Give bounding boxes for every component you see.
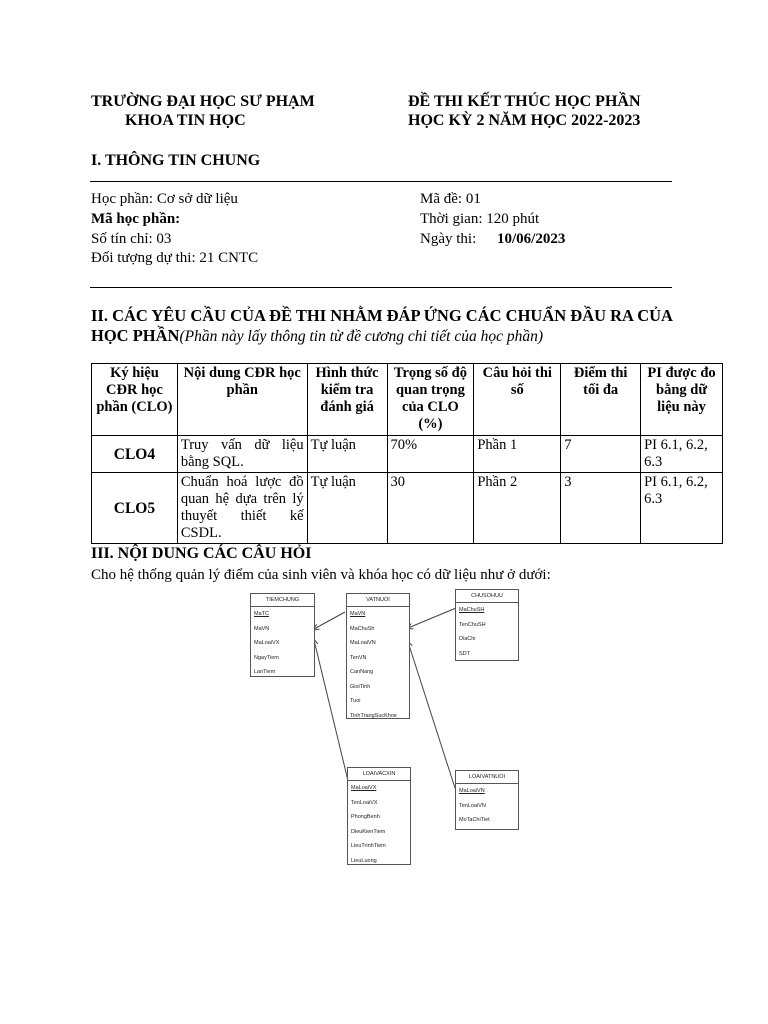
entity-attribute: TinhTrangSucKhoe <box>350 712 397 719</box>
table-cell: PI 6.1, 6.2, 6.3 <box>641 436 723 473</box>
entity-vatnuoi <box>346 593 410 719</box>
duration: Thời gian: 120 phút <box>420 211 540 227</box>
entity-attribute: SDT <box>459 650 470 657</box>
entity-attribute: MaVN <box>254 625 270 632</box>
entity-title: LOAIVACXIN <box>348 768 410 781</box>
entity-attribute: MaLoaiVN <box>350 640 376 646</box>
entity-attribute: MaTC <box>254 611 269 617</box>
table-cell: Chuẩn hoá lược đồ quan hệ dựa trên lý thuyết thiết kế CSDL. <box>177 473 307 544</box>
entity-attribute: LanTiem <box>254 669 276 675</box>
entity-attribute: PhongBenh <box>351 814 380 820</box>
exam-code: Mã đề: 01 <box>420 191 481 207</box>
table-cell: CLO4 <box>92 436 178 473</box>
table-cell: PI 6.1, 6.2, 6.3 <box>641 473 723 544</box>
entity-attribute: MaChuSh <box>350 625 375 632</box>
entity-attribute: LieuTrinhTiem <box>351 843 386 849</box>
section2-title: II. CÁC YÊU CẦU CỦA ĐỀ THI NHẰM ĐÁP ỨNG CÁC CHUẨN ĐẦU RA CỦA <box>91 306 673 325</box>
entity-attribute: CanNang <box>350 669 374 675</box>
relation-line <box>408 608 456 628</box>
exam-date-label: Ngày thi: <box>420 231 477 247</box>
audience: Đối tượng dự thi: 21 CNTC <box>91 250 259 266</box>
table-header-cell: Trọng số độ quan trọng của CLO (%) <box>387 364 474 436</box>
entity-attribute: DiaChi <box>459 636 476 642</box>
entity-chusohuu <box>455 589 519 661</box>
table-cell: Phần 1 <box>474 436 561 473</box>
entity-attribute: NgayTiem <box>254 654 279 661</box>
entity-loaivacxin <box>347 767 411 865</box>
section2-note: (Phần này lấy thông tin từ đề cương chi tiết của học phần) <box>179 328 543 345</box>
table-header-cell: Hình thức kiểm tra đánh giá <box>307 364 387 436</box>
entity-title: TIEMCHUNG <box>251 594 314 607</box>
university-name: TRƯỜNG ĐẠI HỌC SƯ PHẠM <box>91 93 315 110</box>
faculty-name: KHOA TIN HỌC <box>125 112 246 129</box>
table-cell: 7 <box>561 436 641 473</box>
credits: Số tín chỉ: 03 <box>91 231 172 247</box>
entity-attribute: DieuKienTiem <box>351 828 386 835</box>
table-cell: 30 <box>387 473 474 544</box>
relation-line <box>314 612 345 629</box>
course-name: Học phần: Cơ sở dữ liệu <box>91 191 238 207</box>
table-cell: CLO5 <box>92 473 178 544</box>
section2-title-tail: HỌC PHẦN <box>91 326 180 345</box>
section1-title: I. THÔNG TIN CHUNG <box>91 152 261 169</box>
table-cell: 3 <box>561 473 641 544</box>
table-cell: Phần 2 <box>474 473 561 544</box>
entity-attribute: TenLoaiVX <box>351 799 378 806</box>
table-cell: Truy vấn dữ liệu bằng SQL. <box>177 436 307 473</box>
table-cell: Tự luận <box>307 436 387 473</box>
table-header-cell: Điểm thi tối đa <box>561 364 641 436</box>
relation-line <box>408 642 455 788</box>
section3-title: III. NỘI DUNG CÁC CÂU HỎI <box>91 545 312 562</box>
exam-title: ĐỀ THI KẾT THÚC HỌC PHẦN <box>408 93 641 110</box>
table-header-cell: PI được đo bằng dữ liệu này <box>641 364 723 436</box>
entity-attribute: MaLoaiVX <box>254 640 280 646</box>
entity-tiemchung <box>250 593 315 677</box>
entity-title: VATNUOI <box>347 594 409 607</box>
entity-attribute: TenVN <box>350 654 367 661</box>
course-code-label: Mã học phần: <box>91 211 181 227</box>
entity-attribute: LieuLuong <box>351 857 377 864</box>
table-header-cell: Nội dung CĐR học phần <box>177 364 307 436</box>
table-header-cell: Ký hiệu CĐR học phần (CLO) <box>92 364 178 436</box>
exam-date-value: 10/06/2023 <box>497 231 566 247</box>
table-header-cell: Câu hỏi thi số <box>474 364 561 436</box>
table-cell: 70% <box>387 436 474 473</box>
table-cell: Tự luận <box>307 473 387 544</box>
entity-attribute: GioiTinh <box>350 683 371 690</box>
entity-attribute: TenChuSH <box>459 621 486 628</box>
entity-attribute: Tuoi <box>350 698 361 704</box>
entity-attribute: MaVN <box>350 611 366 617</box>
entity-title: LOAIVATNUOI <box>456 771 518 784</box>
entity-title: CHUSOHUU <box>456 590 518 603</box>
entity-attribute: MaLoaiVX <box>351 785 377 791</box>
entity-attribute: MoTaChiTiet <box>459 817 490 823</box>
entity-loaivatnuoi <box>455 770 519 830</box>
relation-line <box>314 640 350 789</box>
entity-attribute: MaChuSH <box>459 607 485 613</box>
semester-title: HỌC KỲ 2 NĂM HỌC 2022-2023 <box>408 112 641 129</box>
entity-attribute: MaLoaiVN <box>459 788 485 794</box>
section3-intro: Cho hệ thống quản lý điểm của sinh viên và khóa học có dữ liệu như ở dưới: <box>91 567 551 583</box>
entity-attribute: TenLoaiVN <box>459 802 486 809</box>
